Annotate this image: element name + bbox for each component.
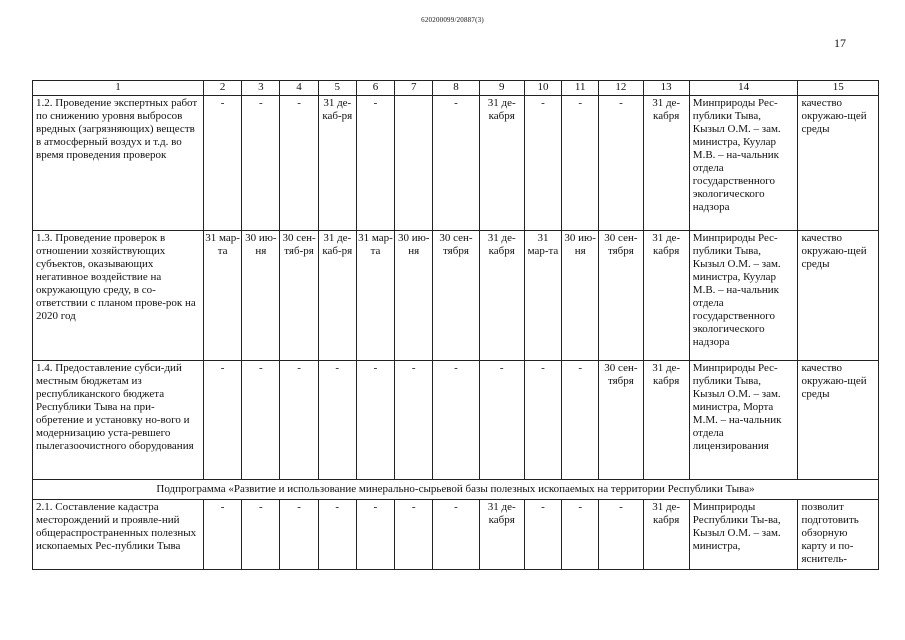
date-cell: - — [204, 500, 242, 570]
date-cell: 31 мар-та — [204, 231, 242, 361]
date-cell: - — [599, 500, 643, 570]
result-cell: позволит подготовить обзорную карту и по-яснитель- — [798, 500, 879, 570]
page-number: 17 — [834, 36, 846, 50]
column-header: 7 — [395, 81, 433, 96]
column-header: 14 — [689, 81, 798, 96]
date-cell: - — [356, 500, 394, 570]
date-cell: - — [433, 500, 479, 570]
activity-name-cell: 1.4. Предоставление субси-дий местным бюджетам из республиканского бюджета Республики Тыва на при-обретение и установку но-вого и модернизацию уста-ревшего пылегазоочистного оборудования — [33, 361, 204, 480]
date-cell: 30 сен-тября — [599, 361, 643, 480]
date-cell: 31 мар-та — [356, 231, 394, 361]
date-cell: - — [356, 361, 394, 480]
date-cell: - — [204, 361, 242, 480]
date-cell: 31 де-кабря — [479, 96, 524, 231]
date-cell: - — [433, 361, 479, 480]
date-cell: - — [242, 96, 280, 231]
result-cell: качество окружаю-щей среды — [798, 361, 879, 480]
column-header: 10 — [524, 81, 561, 96]
date-cell: - — [242, 500, 280, 570]
date-cell: - — [479, 361, 524, 480]
date-cell: 30 сен-тября — [599, 231, 643, 361]
result-cell: качество окружаю-щей среды — [798, 231, 879, 361]
column-header: 9 — [479, 81, 524, 96]
date-cell: - — [395, 361, 433, 480]
date-cell: 31 мар-та — [524, 231, 561, 361]
date-cell: 30 сен-тяб-ря — [280, 231, 318, 361]
date-cell: - — [599, 96, 643, 231]
date-cell: - — [562, 500, 599, 570]
date-cell: - — [562, 96, 599, 231]
date-cell: 30 ию-ня — [562, 231, 599, 361]
table-row — [33, 96, 879, 231]
deadline-cell: 31 де-кабря — [643, 96, 689, 231]
date-cell: - — [280, 361, 318, 480]
activity-name-cell: 1.2. Проведение экспертных работ по снижению уровня выбросов вредных (загрязняющих) веществ в атмосферный воздух и т.д. во время проведения проверок — [33, 96, 204, 231]
date-cell: - — [395, 500, 433, 570]
column-header: 3 — [242, 81, 280, 96]
date-cell: - — [524, 96, 561, 231]
date-cell: 30 ию-ня — [242, 231, 280, 361]
date-cell: 31 де-каб-ря — [318, 231, 356, 361]
date-cell: - — [280, 96, 318, 231]
date-cell: - — [562, 361, 599, 480]
subprogram-row — [33, 480, 879, 500]
activity-name-cell: 1.3. Проведение проверок в отношении хозяйствующих субъектов, оказывающих негативное воздействие на окружающую среду, в со-ответствии с планом прове-рок на 2020 год — [33, 231, 204, 361]
subprogram-title: Подпрограмма «Развитие и использование минерально-сырьевой базы полезных ископаемых на территории Республики Тыва» — [33, 480, 879, 500]
responsible-cell: Минприроды Рес-публики Тыва, Кызыл О.М. – зам. министра, Куулар М.В. – на-чальник отдела государственного экологического надзора — [689, 96, 798, 231]
date-cell: - — [356, 96, 394, 231]
date-cell: - — [242, 361, 280, 480]
responsible-cell: Минприроды Рес-публики Тыва, Кызыл О.М. – зам. министра, Морта М.М. – на-чальник отдела лицензирования — [689, 361, 798, 480]
header-row — [33, 81, 879, 96]
date-cell: - — [524, 361, 561, 480]
table-row — [33, 231, 879, 361]
date-cell: 30 ию-ня — [395, 231, 433, 361]
date-cell: 31 де-каб-ря — [318, 96, 356, 231]
column-header: 8 — [433, 81, 479, 96]
result-cell: качество окружаю-щей среды — [798, 96, 879, 231]
column-header: 12 — [599, 81, 643, 96]
schedule-table — [32, 80, 879, 570]
deadline-cell: 31 де-кабря — [643, 231, 689, 361]
date-cell: - — [318, 361, 356, 480]
date-cell: 30 сен-тября — [433, 231, 479, 361]
column-header: 6 — [356, 81, 394, 96]
date-cell: - — [524, 500, 561, 570]
date-cell: - — [204, 96, 242, 231]
deadline-cell: 31 де-кабря — [643, 500, 689, 570]
date-cell: - — [318, 500, 356, 570]
activity-name-cell: 2.1. Составление кадастра месторождений и проявле-ний общераспространенных полезных ископаемых Рес-публики Тыва — [33, 500, 204, 570]
document-number: 620200099/20887(3) — [421, 16, 484, 24]
column-header: 1 — [33, 81, 204, 96]
column-header: 11 — [562, 81, 599, 96]
responsible-cell: Минприроды Рес-публики Тыва, Кызыл О.М. – зам. министра, Куулар М.В. – на-чальник отдела государственного экологического надзора — [689, 231, 798, 361]
date-cell: - — [280, 500, 318, 570]
date-cell: 31 де-кабря — [479, 500, 524, 570]
table-row — [33, 500, 879, 570]
table-row — [33, 361, 879, 480]
date-cell — [395, 96, 433, 231]
column-header: 4 — [280, 81, 318, 96]
date-cell: 31 де-кабря — [479, 231, 524, 361]
column-header: 13 — [643, 81, 689, 96]
column-header: 5 — [318, 81, 356, 96]
date-cell: - — [433, 96, 479, 231]
deadline-cell: 31 де-кабря — [643, 361, 689, 480]
column-header: 2 — [204, 81, 242, 96]
column-header: 15 — [798, 81, 879, 96]
responsible-cell: Минприроды Республики Ты-ва, Кызыл О.М. – зам. министра, — [689, 500, 798, 570]
